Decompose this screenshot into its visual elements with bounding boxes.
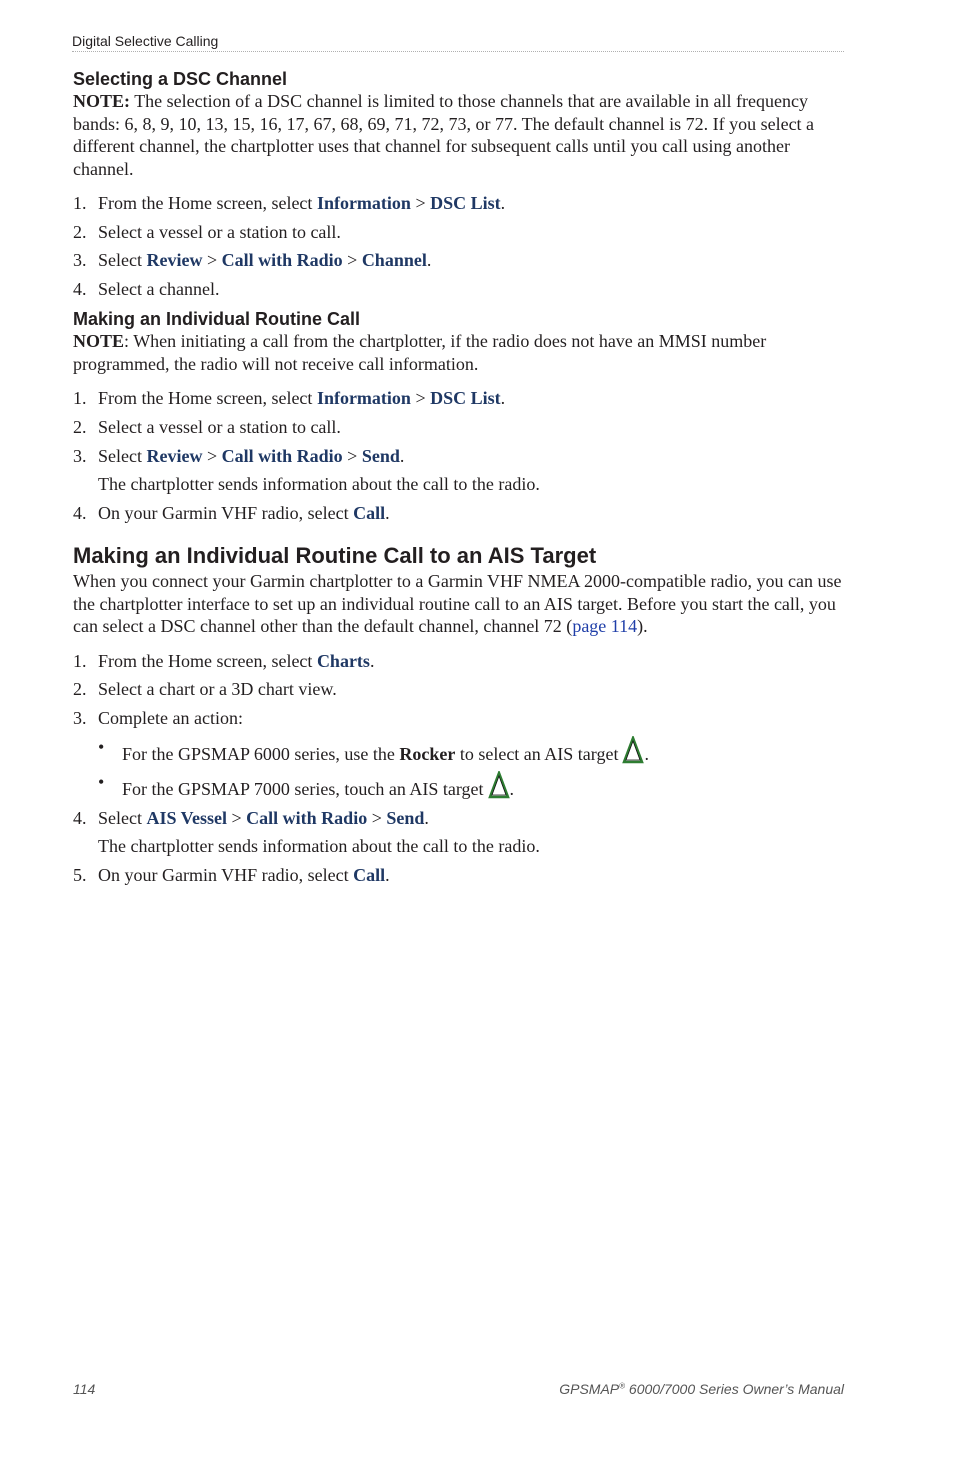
- registered-mark: ®: [619, 1381, 626, 1391]
- step-number: 4.: [73, 502, 87, 523]
- steps-list: [73, 387, 848, 466]
- punct: .: [500, 388, 506, 409]
- punct: .: [369, 650, 375, 671]
- bullet-item: [73, 771, 848, 800]
- bullet-text: For the GPSMAP 6000 series, use the: [122, 743, 400, 764]
- punct: .: [500, 193, 506, 213]
- punct: .: [424, 807, 429, 828]
- ui-term: Send: [386, 807, 425, 828]
- ui-term: DSC List: [430, 388, 501, 409]
- page-content: [73, 68, 848, 893]
- steps-list: [73, 192, 848, 300]
- note-text: : When initiating a call from the chartplotter, if the radio does not have an MMSI number programmed, the radio will not receive call information.: [73, 331, 767, 374]
- list-item: [73, 650, 848, 672]
- intro-text-end: ).: [637, 616, 648, 637]
- separator: >: [367, 807, 387, 828]
- step-text: Select: [98, 250, 147, 271]
- step-number: 1.: [73, 193, 87, 213]
- ui-term: Call: [353, 502, 386, 523]
- steps-list-continued: [73, 864, 848, 886]
- ui-term: Charts: [316, 650, 370, 671]
- list-item: [73, 278, 848, 300]
- ais-target-icon: [622, 736, 644, 764]
- step-number: 1.: [73, 650, 87, 671]
- step-result: The chartplotter sends information about the call to the radio.: [98, 474, 540, 495]
- list-item: [73, 864, 848, 886]
- step-number: 2.: [73, 679, 87, 700]
- ui-term: Information: [316, 388, 411, 409]
- separator: >: [410, 193, 431, 213]
- ui-term: Call with Radio: [246, 807, 368, 828]
- step-text: Select: [98, 445, 147, 466]
- punct: .: [385, 865, 390, 885]
- punct: .: [426, 250, 432, 271]
- ui-term: Send: [361, 445, 400, 466]
- step-text: From the Home screen, select: [98, 193, 317, 213]
- step-number: 3.: [73, 708, 87, 729]
- step-number: 4.: [73, 807, 87, 828]
- rocker-term: Rocker: [399, 743, 456, 764]
- manual-title-brand: GPSMAP: [559, 1381, 620, 1397]
- step-text: Select: [98, 807, 147, 828]
- bullet-text: to select an AIS target: [455, 743, 619, 764]
- list-item: [73, 221, 848, 243]
- running-header: Digital Selective Calling: [72, 33, 844, 52]
- note-paragraph: [73, 330, 848, 375]
- step-text: On your Garmin VHF radio, select: [98, 502, 354, 523]
- separator: >: [202, 445, 222, 466]
- list-item: [73, 249, 848, 271]
- step-text: On your Garmin VHF radio, select: [98, 865, 354, 885]
- punct: .: [385, 502, 390, 523]
- step-number: 2.: [73, 221, 87, 242]
- step-number: 5.: [73, 865, 87, 885]
- list-item: [73, 678, 848, 700]
- steps-list: [73, 650, 848, 729]
- list-item: [73, 502, 848, 524]
- punct: .: [399, 445, 405, 466]
- bullet-dot: •: [98, 772, 105, 793]
- ui-term: Channel: [361, 250, 427, 271]
- separator: >: [342, 445, 362, 466]
- list-item: [73, 416, 848, 438]
- manual-title-rest: 6000/7000 Series Owner’s Manual: [625, 1381, 844, 1397]
- list-item: [73, 192, 848, 214]
- bullet-item: [73, 736, 848, 765]
- step-result: The chartplotter sends information about the call to the radio.: [98, 836, 540, 857]
- step-text: Select a vessel or a station to call.: [98, 416, 341, 437]
- note-text: The selection of a DSC channel is limited to those channels that are available in all frequency bands: 6, 8, 9, 10, 13, 15, 16, 17, 67, 68, 69, 71, 72, 73, or 77. The default channel is 72. If you select a different channel, the chartplotter uses that channel for subsequent calls until you call using another channel.: [73, 91, 815, 179]
- list-item: [73, 707, 848, 729]
- step-text: Select a chart or a 3D chart view.: [98, 679, 337, 700]
- step-number: 4.: [73, 278, 87, 299]
- manual-title: [559, 1381, 844, 1397]
- section-title-selecting-dsc-channel: Selecting a DSC Channel: [73, 69, 288, 89]
- ui-term: DSC List: [430, 193, 501, 213]
- note-label: NOTE: [73, 331, 125, 352]
- step-number: 1.: [73, 388, 87, 409]
- section-title-ais-target: Making an Individual Routine Call to an AIS Target: [73, 543, 597, 569]
- bullet-text: For the GPSMAP 7000 series, touch an AIS target: [122, 779, 484, 800]
- ais-target-icon: [488, 771, 510, 799]
- intro-paragraph: [73, 570, 848, 638]
- step-number: 2.: [73, 416, 87, 437]
- steps-list-continued: [73, 807, 848, 829]
- separator: >: [227, 807, 247, 828]
- note-label: NOTE:: [73, 91, 131, 111]
- step-number: 3.: [73, 445, 87, 466]
- list-item: [73, 807, 848, 829]
- steps-list-continued: [73, 502, 848, 524]
- separator: >: [410, 388, 431, 409]
- separator: >: [342, 250, 362, 271]
- ui-term: Call: [353, 865, 386, 885]
- separator: >: [202, 250, 222, 271]
- ui-term: Information: [316, 193, 411, 213]
- page-number: 114: [73, 1381, 96, 1397]
- step-text: From the Home screen, select: [98, 650, 317, 671]
- section-title-individual-routine-call: Making an Individual Routine Call: [73, 309, 361, 330]
- note-paragraph: [73, 90, 848, 180]
- punct: .: [509, 779, 514, 800]
- bullet-dot: •: [98, 736, 105, 757]
- step-text: Select a channel.: [98, 278, 220, 299]
- page-link[interactable]: page 114: [572, 616, 638, 637]
- list-item: [73, 387, 848, 409]
- ui-term: Call with Radio: [221, 250, 343, 271]
- step-text: Select a vessel or a station to call.: [98, 221, 341, 242]
- intro-text: When you connect your Garmin chartplotter to a Garmin VHF NMEA 2000-compatible radio, you can use the chartplotter interface to set up an individual routine call to an AIS target. Before you start the call, you can select a DSC channel other than the default channel, channel 72 (: [73, 571, 842, 637]
- ui-term: Review: [146, 445, 203, 466]
- step-text: Complete an action:: [98, 708, 243, 729]
- ui-term: AIS Vessel: [146, 807, 228, 828]
- ui-term: Call with Radio: [221, 445, 343, 466]
- ui-term: Review: [146, 250, 203, 271]
- step-text: From the Home screen, select: [98, 388, 317, 409]
- step-number: 3.: [73, 250, 87, 271]
- punct: .: [644, 743, 649, 764]
- list-item: [73, 445, 848, 467]
